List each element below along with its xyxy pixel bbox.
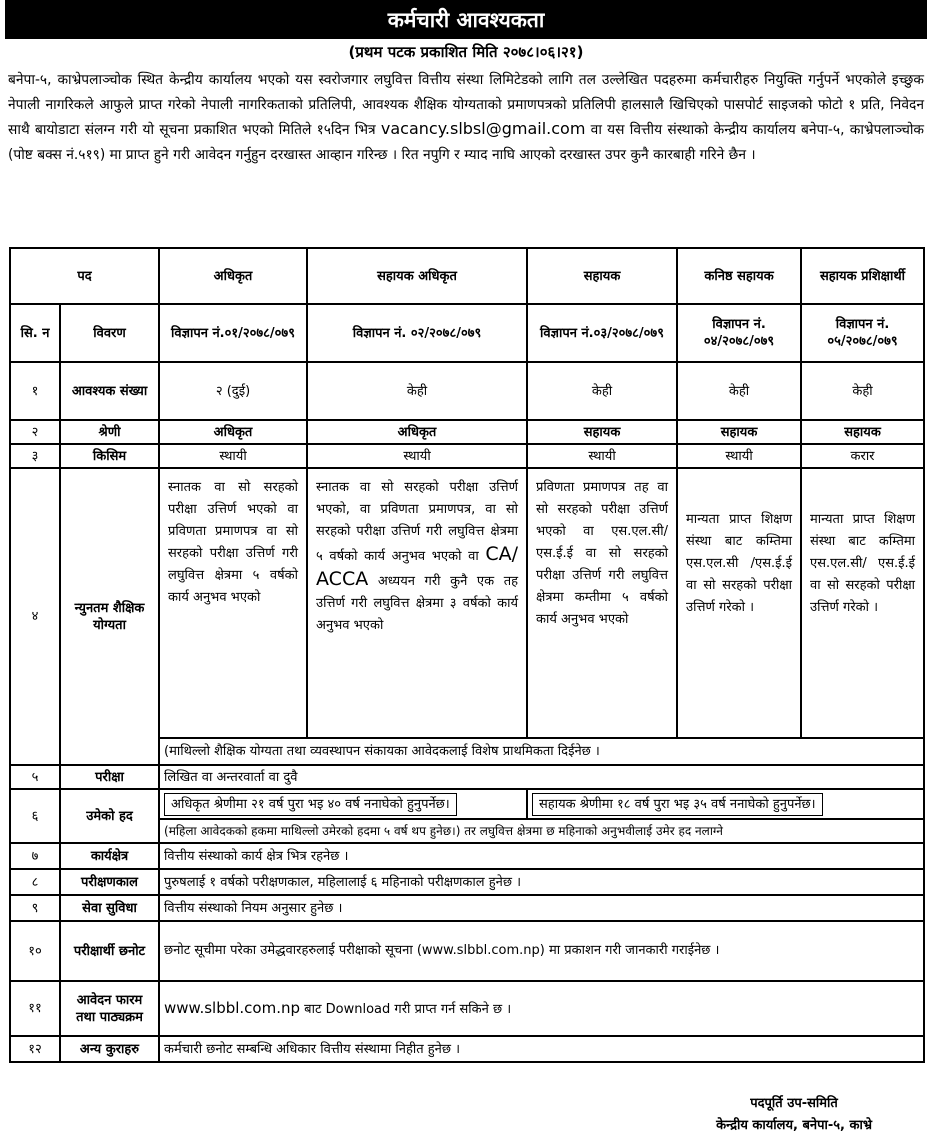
cell: वित्तीय संस्थाको नियम अनुसार हुनेछ । — [159, 895, 924, 921]
header-row-ads — [10, 304, 924, 362]
cell: केही — [527, 362, 677, 420]
row-label: श्रेणी — [60, 420, 159, 444]
table-row — [10, 1036, 924, 1062]
cell: प्रविणता प्रमाणपत्र तह वा सो सरहको परीक्षा उत्तिर्ण भएको वा एस.एल.सी/एस.ई.ई वा सो सरहको परीक्षा उत्तिर्ण गरी लघुवित्त क्षेत्रमा कम्तीमा ५ वर्षको कार्य अनुभव भएको — [527, 468, 677, 738]
cell — [527, 789, 924, 819]
cell: अधिकृत — [307, 420, 527, 444]
desc-label: विवरण — [60, 304, 159, 362]
table-row — [10, 921, 924, 981]
cell — [159, 981, 924, 1036]
row-sn: ८ — [10, 869, 60, 895]
signature-block — [716, 1093, 872, 1137]
notice-title: कर्मचारी आवश्यकता — [5, 0, 927, 39]
row-sn: ४ — [10, 468, 60, 765]
ad-number-3: विज्ञापन नं.०३/२०७८/०७९ — [527, 304, 677, 362]
ad-number-5: विज्ञापन नं. ०५/२०७८/०७९ — [801, 304, 924, 362]
cell: केही — [801, 362, 924, 420]
header-row-posts — [10, 248, 924, 304]
row-sn: ६ — [10, 789, 60, 843]
row-sn: ९ — [10, 895, 60, 921]
row-label: परीक्षणकाल — [60, 869, 159, 895]
signature-committee: पदपूर्ति उप-समिति — [750, 1096, 838, 1111]
row-label: न्युनतम शैक्षिक योग्यता — [60, 468, 159, 765]
post-junior-assistant: कनिष्ठ सहायक — [677, 248, 801, 304]
vacancy-table — [9, 247, 925, 1063]
table-row — [10, 444, 924, 468]
qualification-text: अध्ययन गरी कुनै एक तह उत्तिर्ण गरी लघुवित्त क्षेत्रमा ३ वर्षको कार्य अनुभव भएको — [316, 574, 519, 633]
table-row — [10, 765, 924, 789]
row-sn: १ — [10, 362, 60, 420]
cell: स्थायी — [307, 444, 527, 468]
table-row — [10, 789, 924, 819]
row-sn: ३ — [10, 444, 60, 468]
post-assistant: सहायक — [527, 248, 677, 304]
row-label: आवश्यक संख्या — [60, 362, 159, 420]
age-assistant: सहायक श्रेणीमा १८ वर्ष पुरा भइ ३५ वर्ष ननाघेको हुनुपर्नेछ। — [532, 793, 823, 816]
cell: स्थायी — [677, 444, 801, 468]
form-text: बाट Download गरी प्राप्त गर्न सकिने छ । — [304, 1001, 512, 1017]
application-email: vacancy.slbsl@gmail.com — [380, 119, 586, 139]
row-label: आवेदन फारम तथा पाठ्यक्रम — [60, 981, 159, 1036]
ad-number-2: विज्ञापन नं. ०२/२०७८/०७९ — [307, 304, 527, 362]
cell: मान्यता प्राप्त शिक्षण संस्था बाट कम्तिमा एस.एल.सी/ एस.ई.ई वा सो सरहको परीक्षा उत्तिर्ण गरेको । — [801, 468, 924, 738]
post-assistant-officer: सहायक अधिकृत — [307, 248, 527, 304]
ca-acca: CA/ ACCA — [316, 543, 519, 590]
row-label: किसिम — [60, 444, 159, 468]
cell: छनोट सूचीमा परेका उमेद्धवारहरुलाई परीक्षाको सूचना (www.slbbl.com.np) मा प्रकाशन गरी जानकारी गराईनेछ । — [159, 921, 924, 981]
post-label: पद — [10, 248, 159, 304]
cell: स्थायी — [527, 444, 677, 468]
form-download-link[interactable]: www.slbbl.com.np — [164, 998, 301, 1017]
row-sn: १२ — [10, 1036, 60, 1062]
row-label: उमेको हद — [60, 789, 159, 843]
ad-number-4: विज्ञापन नं. ०४/२०७८/०७९ — [677, 304, 801, 362]
cell: २ (दुई) — [159, 362, 307, 420]
table-row — [10, 895, 924, 921]
post-assistant-trainee: सहायक प्रशिक्षार्थी — [801, 248, 924, 304]
row-label: कार्यक्षेत्र — [60, 843, 159, 869]
cell — [159, 789, 527, 819]
table-row — [10, 843, 924, 869]
row-label: सेवा सुविधा — [60, 895, 159, 921]
qualification-text: स्नातक वा सो सरहको परीक्षा उत्तिर्ण भएको, वा प्रविणता प्रमाणपत्र, वा सो सरहको परीक्षा उत्तिर्ण गरी लघुवित्त क्षेत्रमा ५ वर्षको कार्य अनुभव भएको वा — [316, 480, 519, 564]
cell — [307, 468, 527, 738]
age-note: (महिला आवेदकको हकमा माथिल्लो उमेरको हदमा ५ वर्ष थप हुनेछ।) तर लघुवित्त क्षेत्रमा छ महिनाको अनुभवीलाई उमेर हद नलाग्ने — [159, 819, 924, 843]
row-label: परीक्षा — [60, 765, 159, 789]
table-row-qualification — [10, 468, 924, 738]
table-row — [10, 869, 924, 895]
cell: सहायक — [527, 420, 677, 444]
row-label: परीक्षार्थी छनोट — [60, 921, 159, 981]
cell: मान्यता प्राप्त शिक्षण संस्था बाट कम्तिमा एस.एल.सी /एस.ई.ई वा सो सरहको परीक्षा उत्तिर्ण गरेको । — [677, 468, 801, 738]
row-sn: १० — [10, 921, 60, 981]
cell: केही — [677, 362, 801, 420]
cell: केही — [307, 362, 527, 420]
signature-office: केन्द्रीय कार्यालय, बनेपा-५, काभ्रे — [716, 1118, 872, 1133]
table-row — [10, 420, 924, 444]
ad-number-1: विज्ञापन नं.०१/२०७८/०७९ — [159, 304, 307, 362]
row-label: अन्य कुराहरु — [60, 1036, 159, 1062]
sn-label: सि. न — [10, 304, 60, 362]
row-sn: ७ — [10, 843, 60, 869]
table-row — [10, 362, 924, 420]
cell: अधिकृत — [159, 420, 307, 444]
post-officer: अधिकृत — [159, 248, 307, 304]
row-sn: २ — [10, 420, 60, 444]
intro-text-1: बनेपा-५, काभ्रेपलाञ्चोक स्थित केन्द्रीय कार्यालय भएको यस स्वरोजगार लघुवित्त वित्तीय संस्था लिमिटेडको लागि तल उल्लेखित पदहरुमा कर्मचारीहरु नियुक्ति गर्नुपर्ने भएकोले इच्छुक नेपाली नागरिकले आफुले प्राप्त गरेको नेपाली नागरिकताको प्रतिलिपी, आवश्यक शैक्षिक योग्यताको प्रमाणपत्रको प्रतिलिपी हालसालै खिचिएको पासपोर्ट साइजको फोटो १ प्रति, निवेदन साथै बायोडाटा संलग्न गरी यो सूचना प्रकाशित भएको मितिले १५दिन भित्र — [8, 72, 924, 139]
intro-text-2: वा यस वित्तीय संस्थाको केन्द्रीय कार्यालय बनेपा-५, काभ्रेपलाञ्चोक (पोष्ट बक्स नं.५१९) मा प्राप्त हुने गरी आवेदन गर्नुहुन दरखास्त आव्हान गरिन्छ । रित नपुगि र म्याद नाघि आएको दरखास्त उपर कुनै कारबाही गरिने छैन । — [8, 122, 925, 163]
cell: करार — [801, 444, 924, 468]
age-officer: अधिकृत श्रेणीमा २१ वर्ष पुरा भइ ४० वर्ष ननाघेको हुनुपर्नेछ। — [164, 793, 457, 816]
cell: सहायक — [677, 420, 801, 444]
cell: वित्तीय संस्थाको कार्य क्षेत्र भित्र रहनेछ । — [159, 843, 924, 869]
qualification-note: (माथिल्लो शैक्षिक योग्यता तथा व्यवस्थापन संकायका आवेदकलाई विशेष प्राथमिकता दिईनेछ । — [159, 738, 924, 765]
cell: पुरुषलाई १ वर्षको परीक्षणकाल, महिलालाई ६ महिनाको परीक्षणकाल हुनेछ । — [159, 869, 924, 895]
cell: स्नातक वा सो सरहको परीक्षा उत्तिर्ण भएको वा प्रविणता प्रमाणपत्र वा सो सरहको परीक्षा उत्तिर्ण गरी लघुवित्त क्षेत्रमा ५ वर्षको कार्य अनुभव भएको — [159, 468, 307, 738]
cell: लिखित वा अन्तरवार्ता वा दुवै — [159, 765, 924, 789]
publication-date: (प्रथम पटक प्रकाशित मिति २०७८।०६।२१) — [348, 43, 584, 61]
intro-paragraph — [8, 68, 924, 167]
row-sn: ११ — [10, 981, 60, 1036]
cell: कर्मचारी छनोट सम्बन्धि अधिकार वित्तीय संस्थामा निहीत हुनेछ । — [159, 1036, 924, 1062]
row-sn: ५ — [10, 765, 60, 789]
cell: सहायक — [801, 420, 924, 444]
cell: स्थायी — [159, 444, 307, 468]
table-row — [10, 981, 924, 1036]
